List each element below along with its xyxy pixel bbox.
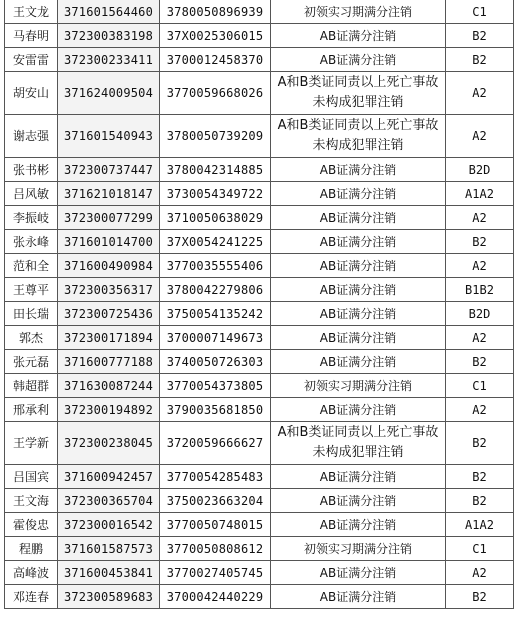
table-row: [5, 182, 514, 206]
revocation-reason-cell: AB证满分注销: [271, 158, 446, 182]
revocation-reason-cell: 初领实习期满分注销: [271, 537, 446, 561]
license-number-cell: 3780042314885: [160, 158, 271, 182]
driver-name-cell: 高峰波: [5, 561, 58, 585]
license-number-cell: 3750054135242: [160, 302, 271, 326]
vehicle-class-cell: C1: [446, 0, 514, 24]
revocation-reason-cell: A和B类证同责以上死亡事故未构成犯罪注销: [271, 115, 446, 158]
vehicle-class-cell: B2D: [446, 302, 514, 326]
file-number-cell: 371601014700: [58, 230, 160, 254]
table-row: [5, 278, 514, 302]
license-number-cell: 3700012458370: [160, 48, 271, 72]
driver-name-cell: 田长瑞: [5, 302, 58, 326]
table-row: [5, 513, 514, 537]
vehicle-class-cell: A1A2: [446, 513, 514, 537]
vehicle-class-cell: A2: [446, 72, 514, 115]
file-number-cell: 372300238045: [58, 422, 160, 465]
driver-name-cell: 张永峰: [5, 230, 58, 254]
revocation-reason-cell: A和B类证同责以上死亡事故未构成犯罪注销: [271, 422, 446, 465]
license-number-cell: 37X0054241225: [160, 230, 271, 254]
revocation-reason-cell: AB证满分注销: [271, 254, 446, 278]
table-row: [5, 24, 514, 48]
vehicle-class-cell: A2: [446, 398, 514, 422]
revocation-table: [4, 0, 514, 609]
table-row: [5, 561, 514, 585]
file-number-cell: 371601587573: [58, 537, 160, 561]
file-number-cell: 371600490984: [58, 254, 160, 278]
driver-name-cell: 马春明: [5, 24, 58, 48]
license-number-cell: 3780042279806: [160, 278, 271, 302]
file-number-cell: 371601564460: [58, 0, 160, 24]
license-number-cell: 3790035681850: [160, 398, 271, 422]
revocation-reason-cell: 初领实习期满分注销: [271, 374, 446, 398]
vehicle-class-cell: B2: [446, 585, 514, 609]
license-number-cell: 3770054373805: [160, 374, 271, 398]
driver-name-cell: 王文海: [5, 489, 58, 513]
revocation-reason-cell: AB证满分注销: [271, 24, 446, 48]
file-number-cell: 372300725436: [58, 302, 160, 326]
file-number-cell: 372300233411: [58, 48, 160, 72]
license-number-cell: 3780050739209: [160, 115, 271, 158]
driver-name-cell: 郭杰: [5, 326, 58, 350]
vehicle-class-cell: B2: [446, 350, 514, 374]
license-number-cell: 3770050748015: [160, 513, 271, 537]
table-row: [5, 465, 514, 489]
driver-name-cell: 吕国宾: [5, 465, 58, 489]
table-row: [5, 72, 514, 115]
file-number-cell: 371621018147: [58, 182, 160, 206]
table-row: [5, 48, 514, 72]
vehicle-class-cell: B1B2: [446, 278, 514, 302]
vehicle-class-cell: B2D: [446, 158, 514, 182]
revocation-reason-cell: A和B类证同责以上死亡事故未构成犯罪注销: [271, 72, 446, 115]
vehicle-class-cell: A2: [446, 561, 514, 585]
license-number-cell: 3770035555406: [160, 254, 271, 278]
revocation-reason-cell: AB证满分注销: [271, 513, 446, 537]
table-row: [5, 206, 514, 230]
table-row: [5, 585, 514, 609]
table-row: [5, 230, 514, 254]
driver-name-cell: 胡安山: [5, 72, 58, 115]
revocation-reason-cell: AB证满分注销: [271, 206, 446, 230]
license-number-cell: 3720059666627: [160, 422, 271, 465]
license-number-cell: 3770059668026: [160, 72, 271, 115]
table-row: [5, 537, 514, 561]
license-number-cell: 3770054285483: [160, 465, 271, 489]
table-row: [5, 374, 514, 398]
driver-name-cell: 吕风敏: [5, 182, 58, 206]
vehicle-class-cell: A2: [446, 254, 514, 278]
license-number-cell: 3770050808612: [160, 537, 271, 561]
table-row: [5, 326, 514, 350]
driver-name-cell: 安雷雷: [5, 48, 58, 72]
vehicle-class-cell: A1A2: [446, 182, 514, 206]
revocation-reason-cell: AB证满分注销: [271, 465, 446, 489]
license-number-cell: 3700042440229: [160, 585, 271, 609]
file-number-cell: 371630087244: [58, 374, 160, 398]
revocation-reason-cell: AB证满分注销: [271, 230, 446, 254]
driver-name-cell: 张书彬: [5, 158, 58, 182]
revocation-reason-cell: AB证满分注销: [271, 278, 446, 302]
driver-name-cell: 谢志强: [5, 115, 58, 158]
driver-name-cell: 李振岐: [5, 206, 58, 230]
vehicle-class-cell: B2: [446, 489, 514, 513]
revocation-reason-cell: AB证满分注销: [271, 398, 446, 422]
file-number-cell: 372300077299: [58, 206, 160, 230]
license-number-cell: 3700007149673: [160, 326, 271, 350]
file-number-cell: 372300356317: [58, 278, 160, 302]
driver-name-cell: 王尊平: [5, 278, 58, 302]
file-number-cell: 371600942457: [58, 465, 160, 489]
driver-name-cell: 王文龙: [5, 0, 58, 24]
vehicle-class-cell: B2: [446, 230, 514, 254]
table-row: [5, 302, 514, 326]
driver-name-cell: 邓连春: [5, 585, 58, 609]
revocation-reason-cell: AB证满分注销: [271, 326, 446, 350]
revocation-reason-cell: AB证满分注销: [271, 182, 446, 206]
file-number-cell: 372300737447: [58, 158, 160, 182]
file-number-cell: 371601540943: [58, 115, 160, 158]
table-row: [5, 115, 514, 158]
table-row: [5, 422, 514, 465]
revocation-reason-cell: AB证满分注销: [271, 48, 446, 72]
file-number-cell: 371624009504: [58, 72, 160, 115]
license-number-cell: 3750023663204: [160, 489, 271, 513]
license-number-cell: 3780050896939: [160, 0, 271, 24]
table-row: [5, 254, 514, 278]
table-row: [5, 489, 514, 513]
revocation-reason-cell: 初领实习期满分注销: [271, 0, 446, 24]
vehicle-class-cell: C1: [446, 537, 514, 561]
table-row: [5, 398, 514, 422]
license-number-cell: 3730054349722: [160, 182, 271, 206]
driver-name-cell: 韩超群: [5, 374, 58, 398]
vehicle-class-cell: B2: [446, 465, 514, 489]
file-number-cell: 371600453841: [58, 561, 160, 585]
license-number-cell: 3770027405745: [160, 561, 271, 585]
license-number-cell: 3740050726303: [160, 350, 271, 374]
vehicle-class-cell: A2: [446, 206, 514, 230]
vehicle-class-cell: B2: [446, 24, 514, 48]
table-row: [5, 350, 514, 374]
vehicle-class-cell: B2: [446, 422, 514, 465]
license-number-cell: 37X0025306015: [160, 24, 271, 48]
file-number-cell: 372300016542: [58, 513, 160, 537]
revocation-reason-cell: AB证满分注销: [271, 302, 446, 326]
revocation-reason-cell: AB证满分注销: [271, 350, 446, 374]
driver-name-cell: 霍俊忠: [5, 513, 58, 537]
driver-name-cell: 王学新: [5, 422, 58, 465]
file-number-cell: 372300171894: [58, 326, 160, 350]
table-row: [5, 158, 514, 182]
vehicle-class-cell: B2: [446, 48, 514, 72]
driver-name-cell: 范和全: [5, 254, 58, 278]
driver-name-cell: 邢承利: [5, 398, 58, 422]
file-number-cell: 372300365704: [58, 489, 160, 513]
file-number-cell: 372300194892: [58, 398, 160, 422]
revocation-reason-cell: AB证满分注销: [271, 561, 446, 585]
file-number-cell: 371600777188: [58, 350, 160, 374]
table-row: [5, 0, 514, 24]
file-number-cell: 372300383198: [58, 24, 160, 48]
revocation-reason-cell: AB证满分注销: [271, 585, 446, 609]
vehicle-class-cell: C1: [446, 374, 514, 398]
driver-name-cell: 程鹏: [5, 537, 58, 561]
driver-name-cell: 张元磊: [5, 350, 58, 374]
vehicle-class-cell: A2: [446, 115, 514, 158]
vehicle-class-cell: A2: [446, 326, 514, 350]
file-number-cell: 372300589683: [58, 585, 160, 609]
revocation-reason-cell: AB证满分注销: [271, 489, 446, 513]
table-body: [5, 0, 514, 609]
license-number-cell: 3710050638029: [160, 206, 271, 230]
